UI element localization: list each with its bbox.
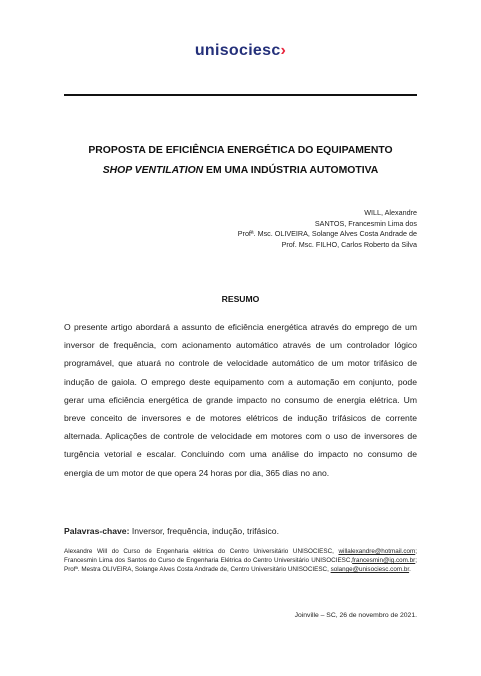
email-link-santos[interactable]: francesmin@ig.com.br xyxy=(352,557,416,565)
keywords-label: Palavras-chave: xyxy=(64,526,130,536)
logo-wordmark: unisociesc xyxy=(194,42,281,59)
title-line-2 xyxy=(40,161,441,181)
email-link-oliveira[interactable]: solange@unisociesc.com.br xyxy=(330,566,410,574)
footnote-part-1: Alexandre Will do Curso de Engenharia elétrica do Centro Universitário UNISOCIESC, xyxy=(64,548,339,555)
author-2: SANTOS, Francesmin Lima dos xyxy=(314,218,417,228)
header-rule xyxy=(64,94,417,96)
abstract-heading: RESUMO xyxy=(221,294,260,304)
abstract-body: O presente artigo abordará a assunto de eficiência energética através do emprego de um inversor de frequência, com acionamento automático através de um controlador lógico programável, que atuará no controle de velocidade automático de um motor trifásico de indução de gaiola. O emprego deste equipamento com a automação em conjunto, pode gerar uma eficiência energética de grande impacto no consumo de energia elétrica. Um breve conceito de inversores e de motores elétricos de indução trifásicos de corrente alternada. Aplicações de controle de velocidade em motores com o uso de inversores de turgência vetorial e escalar. Concluindo com uma análise do impacto no consumo de energia de um motor de que opera 24 horas por dia, 365 dias no ano. xyxy=(64,322,417,478)
logo-chevron-icon: › xyxy=(280,42,287,59)
footnote-part-2: ; Francesmin Lima dos Santos do Curso de Engenharia Elétrica do Centro Universitário UNISOCIESC, xyxy=(64,548,417,565)
title-italic-term: SHOP VENTILATION xyxy=(102,165,204,176)
keywords-text: Inversor, frequência, indução, trifásico. xyxy=(129,526,279,536)
title-line-2-rest: EM UMA INDÚSTRIA AUTOMOTIVA xyxy=(203,165,379,176)
author-footnote xyxy=(64,547,417,575)
author-3: Profª. Msc. OLIVEIRA, Solange Alves Costa Andrade de xyxy=(237,229,417,239)
email-link-will[interactable]: willalexandre@hotmail.com xyxy=(338,548,416,555)
footnote-part-3: ; Profª. Mestra OLIVEIRA, Solange Alves Costa Andrade de, Centro Universitário UNISOCIESC, xyxy=(64,557,417,574)
keywords xyxy=(64,526,417,536)
place-date: Joinville – SC, 26 de novembro de 2021. xyxy=(294,612,417,619)
author-1: WILL, Alexandre xyxy=(364,208,417,217)
unisociesc-logo xyxy=(0,42,481,60)
title-line-1: PROPOSTA DE EFICIÊNCIA ENERGÉTICA DO EQUIPAMENTO xyxy=(88,145,393,156)
author-4: Prof. Msc. FILHO, Carlos Roberto da Silva xyxy=(281,239,417,249)
footnote-part-4: . xyxy=(409,566,411,574)
paper-title xyxy=(40,141,441,181)
author-list xyxy=(77,208,417,250)
